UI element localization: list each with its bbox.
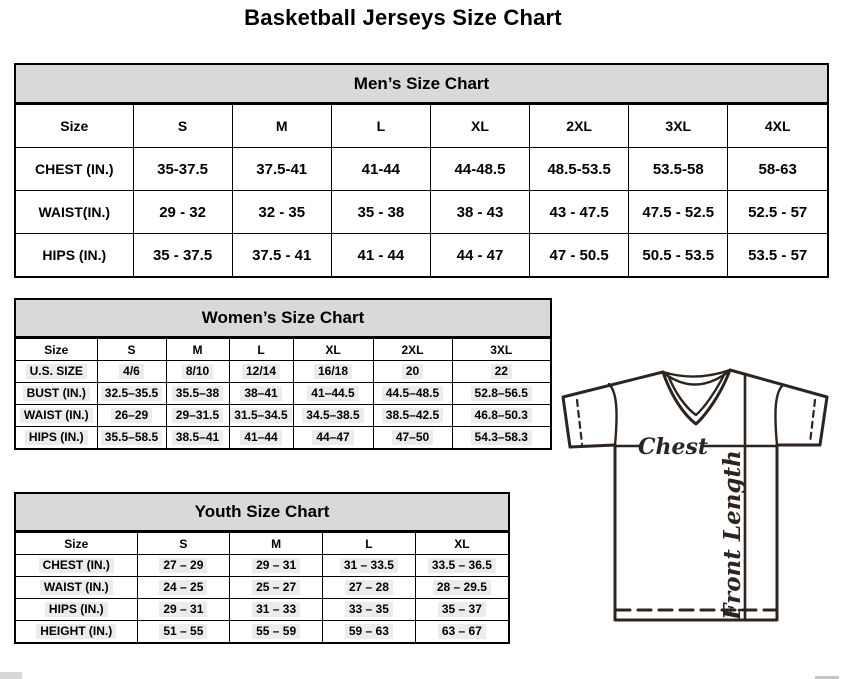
table-row — [16, 148, 827, 191]
jersey-collar-top — [663, 370, 730, 377]
size-value — [229, 361, 293, 383]
size-value-text: 33.5 – 36.5 — [428, 558, 496, 573]
table-row — [16, 555, 508, 577]
size-value — [373, 383, 452, 405]
row-label-text: WAIST (IN.) — [40, 580, 113, 595]
row-label-text: HIPS (IN.) — [25, 430, 88, 445]
column-header: XL — [430, 105, 529, 148]
size-value: 32 - 35 — [232, 191, 331, 234]
column-header: Size — [16, 105, 133, 148]
row-label: CHEST (IN.) — [16, 148, 133, 191]
size-value-text: 12/14 — [242, 364, 280, 379]
womens-size-chart — [14, 298, 552, 450]
column-header: XL — [415, 533, 508, 555]
table-row — [16, 621, 508, 643]
column-header: 4XL — [728, 105, 827, 148]
size-value — [230, 577, 323, 599]
column-header: 2XL — [530, 105, 629, 148]
size-value-text: 27 – 28 — [345, 580, 393, 595]
size-value-text: 26–29 — [111, 408, 152, 423]
size-value: 37.5-41 — [232, 148, 331, 191]
size-value — [166, 361, 229, 383]
size-value — [452, 427, 550, 449]
size-value — [415, 555, 508, 577]
size-value-text: 29 – 31 — [252, 558, 300, 573]
size-value-text: 44.5–48.5 — [382, 386, 443, 401]
column-header: M — [230, 533, 323, 555]
size-value — [229, 427, 293, 449]
size-value-text: 31 – 33 — [252, 602, 300, 617]
header-row — [16, 339, 550, 361]
size-value: 47 - 50.5 — [530, 234, 629, 277]
size-value — [97, 405, 166, 427]
size-value: 35 - 38 — [331, 191, 430, 234]
size-value-text: 32.5–35.5 — [101, 386, 162, 401]
size-value-text: 38–41 — [240, 386, 281, 401]
size-value — [229, 405, 293, 427]
size-value: 38 - 43 — [430, 191, 529, 234]
size-value — [229, 383, 293, 405]
size-value-text: 33 – 35 — [345, 602, 393, 617]
column-header: L — [323, 533, 416, 555]
size-value-text: 52.8–56.5 — [471, 386, 532, 401]
size-value — [293, 427, 373, 449]
row-label — [16, 555, 137, 577]
jersey-armhole-right-seam — [775, 385, 783, 445]
header-row — [16, 105, 827, 148]
size-value — [97, 427, 166, 449]
size-value-text: 38.5–42.5 — [382, 408, 443, 423]
size-value — [373, 427, 452, 449]
size-value — [452, 405, 550, 427]
size-value — [293, 383, 373, 405]
size-value — [166, 383, 229, 405]
size-value — [137, 599, 230, 621]
size-value-text: 41–44.5 — [307, 386, 358, 401]
size-value — [137, 577, 230, 599]
size-value-text: 59 – 63 — [345, 624, 393, 639]
column-header: S — [137, 533, 230, 555]
size-value-text: 34.5–38.5 — [302, 408, 363, 423]
size-value: 53.5 - 57 — [728, 234, 827, 277]
size-value — [97, 383, 166, 405]
row-label — [16, 577, 137, 599]
size-value — [137, 555, 230, 577]
jersey-outline-icon — [563, 370, 827, 620]
size-value-text: 47–50 — [392, 430, 433, 445]
size-value — [452, 361, 550, 383]
womens-table-title: Women’s Size Chart — [16, 300, 550, 338]
size-value — [373, 361, 452, 383]
size-value: 29 - 32 — [133, 191, 232, 234]
size-value — [230, 555, 323, 577]
size-value — [323, 555, 416, 577]
size-value: 47.5 - 52.5 — [629, 191, 728, 234]
size-value — [323, 599, 416, 621]
row-label-text: WAIST (IN.) — [20, 408, 93, 423]
size-value-text: 44–47 — [312, 430, 353, 445]
jersey-armhole-left-seam — [609, 384, 617, 445]
table-row — [16, 383, 550, 405]
row-label — [16, 405, 97, 427]
row-label — [16, 599, 137, 621]
size-value-text: 38.5–41 — [172, 430, 223, 445]
table-row — [16, 191, 827, 234]
size-value: 58-63 — [728, 148, 827, 191]
jersey-diagram — [556, 360, 838, 630]
jersey-cuff-left-dashed-line — [577, 400, 582, 444]
row-label: WAIST(IN.) — [16, 191, 133, 234]
column-header: 2XL — [373, 339, 452, 361]
size-value — [166, 427, 229, 449]
table-row — [16, 234, 827, 277]
column-header: 3XL — [452, 339, 550, 361]
header-row — [16, 533, 508, 555]
size-value — [373, 405, 452, 427]
column-header: M — [166, 339, 229, 361]
size-value-text: 29 – 31 — [159, 602, 207, 617]
column-header: Size — [16, 533, 137, 555]
size-value: 35-37.5 — [133, 148, 232, 191]
mens-size-chart — [14, 63, 829, 278]
size-value-text: 24 – 25 — [159, 580, 207, 595]
column-header: S — [133, 105, 232, 148]
size-value-text: 27 – 29 — [159, 558, 207, 573]
size-value-text: 4/6 — [119, 364, 144, 379]
row-label-text: BUST (IN.) — [23, 386, 90, 401]
column-header: M — [232, 105, 331, 148]
size-value: 41 - 44 — [331, 234, 430, 277]
size-value-text: 16/18 — [314, 364, 352, 379]
size-value-text: 22 — [491, 364, 512, 379]
mens-table — [16, 104, 827, 276]
size-value-text: 28 – 29.5 — [433, 580, 491, 595]
row-label-text: HEIGHT (IN.) — [36, 624, 116, 639]
size-value: 44 - 47 — [430, 234, 529, 277]
chest-label: Chest — [637, 434, 709, 460]
size-value — [323, 577, 416, 599]
table-row — [16, 361, 550, 383]
front-length-label: Front Length — [719, 450, 746, 620]
size-value-text: 55 – 59 — [252, 624, 300, 639]
column-header: L — [331, 105, 430, 148]
size-value — [415, 599, 508, 621]
jersey-cuff-right-dashed-line — [810, 400, 815, 443]
size-value: 35 - 37.5 — [133, 234, 232, 277]
size-value: 44-48.5 — [430, 148, 529, 191]
row-label — [16, 427, 97, 449]
youth-table — [16, 532, 508, 642]
size-value-text: 41–44 — [240, 430, 281, 445]
youth-size-chart — [14, 492, 510, 644]
size-value: 43 - 47.5 — [530, 191, 629, 234]
column-header: L — [229, 339, 293, 361]
size-value-text: 29–31.5 — [172, 408, 223, 423]
size-value-text: 54.3–58.3 — [471, 430, 532, 445]
size-value: 41-44 — [331, 148, 430, 191]
size-value-text: 25 – 27 — [252, 580, 300, 595]
size-value — [97, 361, 166, 383]
size-value-text: 46.8–50.3 — [471, 408, 532, 423]
size-value-text: 35 – 37 — [438, 602, 486, 617]
row-label-text: U.S. SIZE — [26, 364, 87, 379]
column-header: 3XL — [629, 105, 728, 148]
page-title: Basketball Jerseys Size Chart — [244, 5, 562, 30]
screenshot-artifact-bottom-left — [0, 672, 22, 679]
size-value: 53.5-58 — [629, 148, 728, 191]
youth-table-title: Youth Size Chart — [16, 494, 508, 532]
size-value: 52.5 - 57 — [728, 191, 827, 234]
size-value-text: 63 – 67 — [438, 624, 486, 639]
size-value — [293, 405, 373, 427]
size-value — [415, 621, 508, 643]
table-row — [16, 405, 550, 427]
column-header: Size — [16, 339, 97, 361]
size-value — [230, 599, 323, 621]
size-value-text: 8/10 — [182, 364, 213, 379]
size-value-text: 35.5–58.5 — [101, 430, 162, 445]
table-row — [16, 599, 508, 621]
column-header: XL — [293, 339, 373, 361]
size-value-text: 31 – 33.5 — [340, 558, 398, 573]
size-value: 48.5-53.5 — [530, 148, 629, 191]
table-row — [16, 577, 508, 599]
row-label — [16, 383, 97, 405]
row-label-text: CHEST (IN.) — [39, 558, 114, 573]
table-row — [16, 427, 550, 449]
row-label-text: HIPS (IN.) — [45, 602, 108, 617]
size-value: 37.5 - 41 — [232, 234, 331, 277]
size-value-text: 31.5–34.5 — [230, 408, 291, 423]
size-value: 50.5 - 53.5 — [629, 234, 728, 277]
womens-table — [16, 338, 550, 448]
row-label: HIPS (IN.) — [16, 234, 133, 277]
row-label — [16, 621, 137, 643]
size-value — [323, 621, 416, 643]
size-value-text: 51 – 55 — [159, 624, 207, 639]
size-value-text: 35.5–38 — [172, 386, 223, 401]
size-value-text: 20 — [402, 364, 423, 379]
size-value — [415, 577, 508, 599]
size-value — [452, 383, 550, 405]
size-value — [137, 621, 230, 643]
row-label — [16, 361, 97, 383]
column-header: S — [97, 339, 166, 361]
mens-table-title: Men’s Size Chart — [16, 65, 827, 104]
size-value — [166, 405, 229, 427]
size-value — [293, 361, 373, 383]
size-value — [230, 621, 323, 643]
